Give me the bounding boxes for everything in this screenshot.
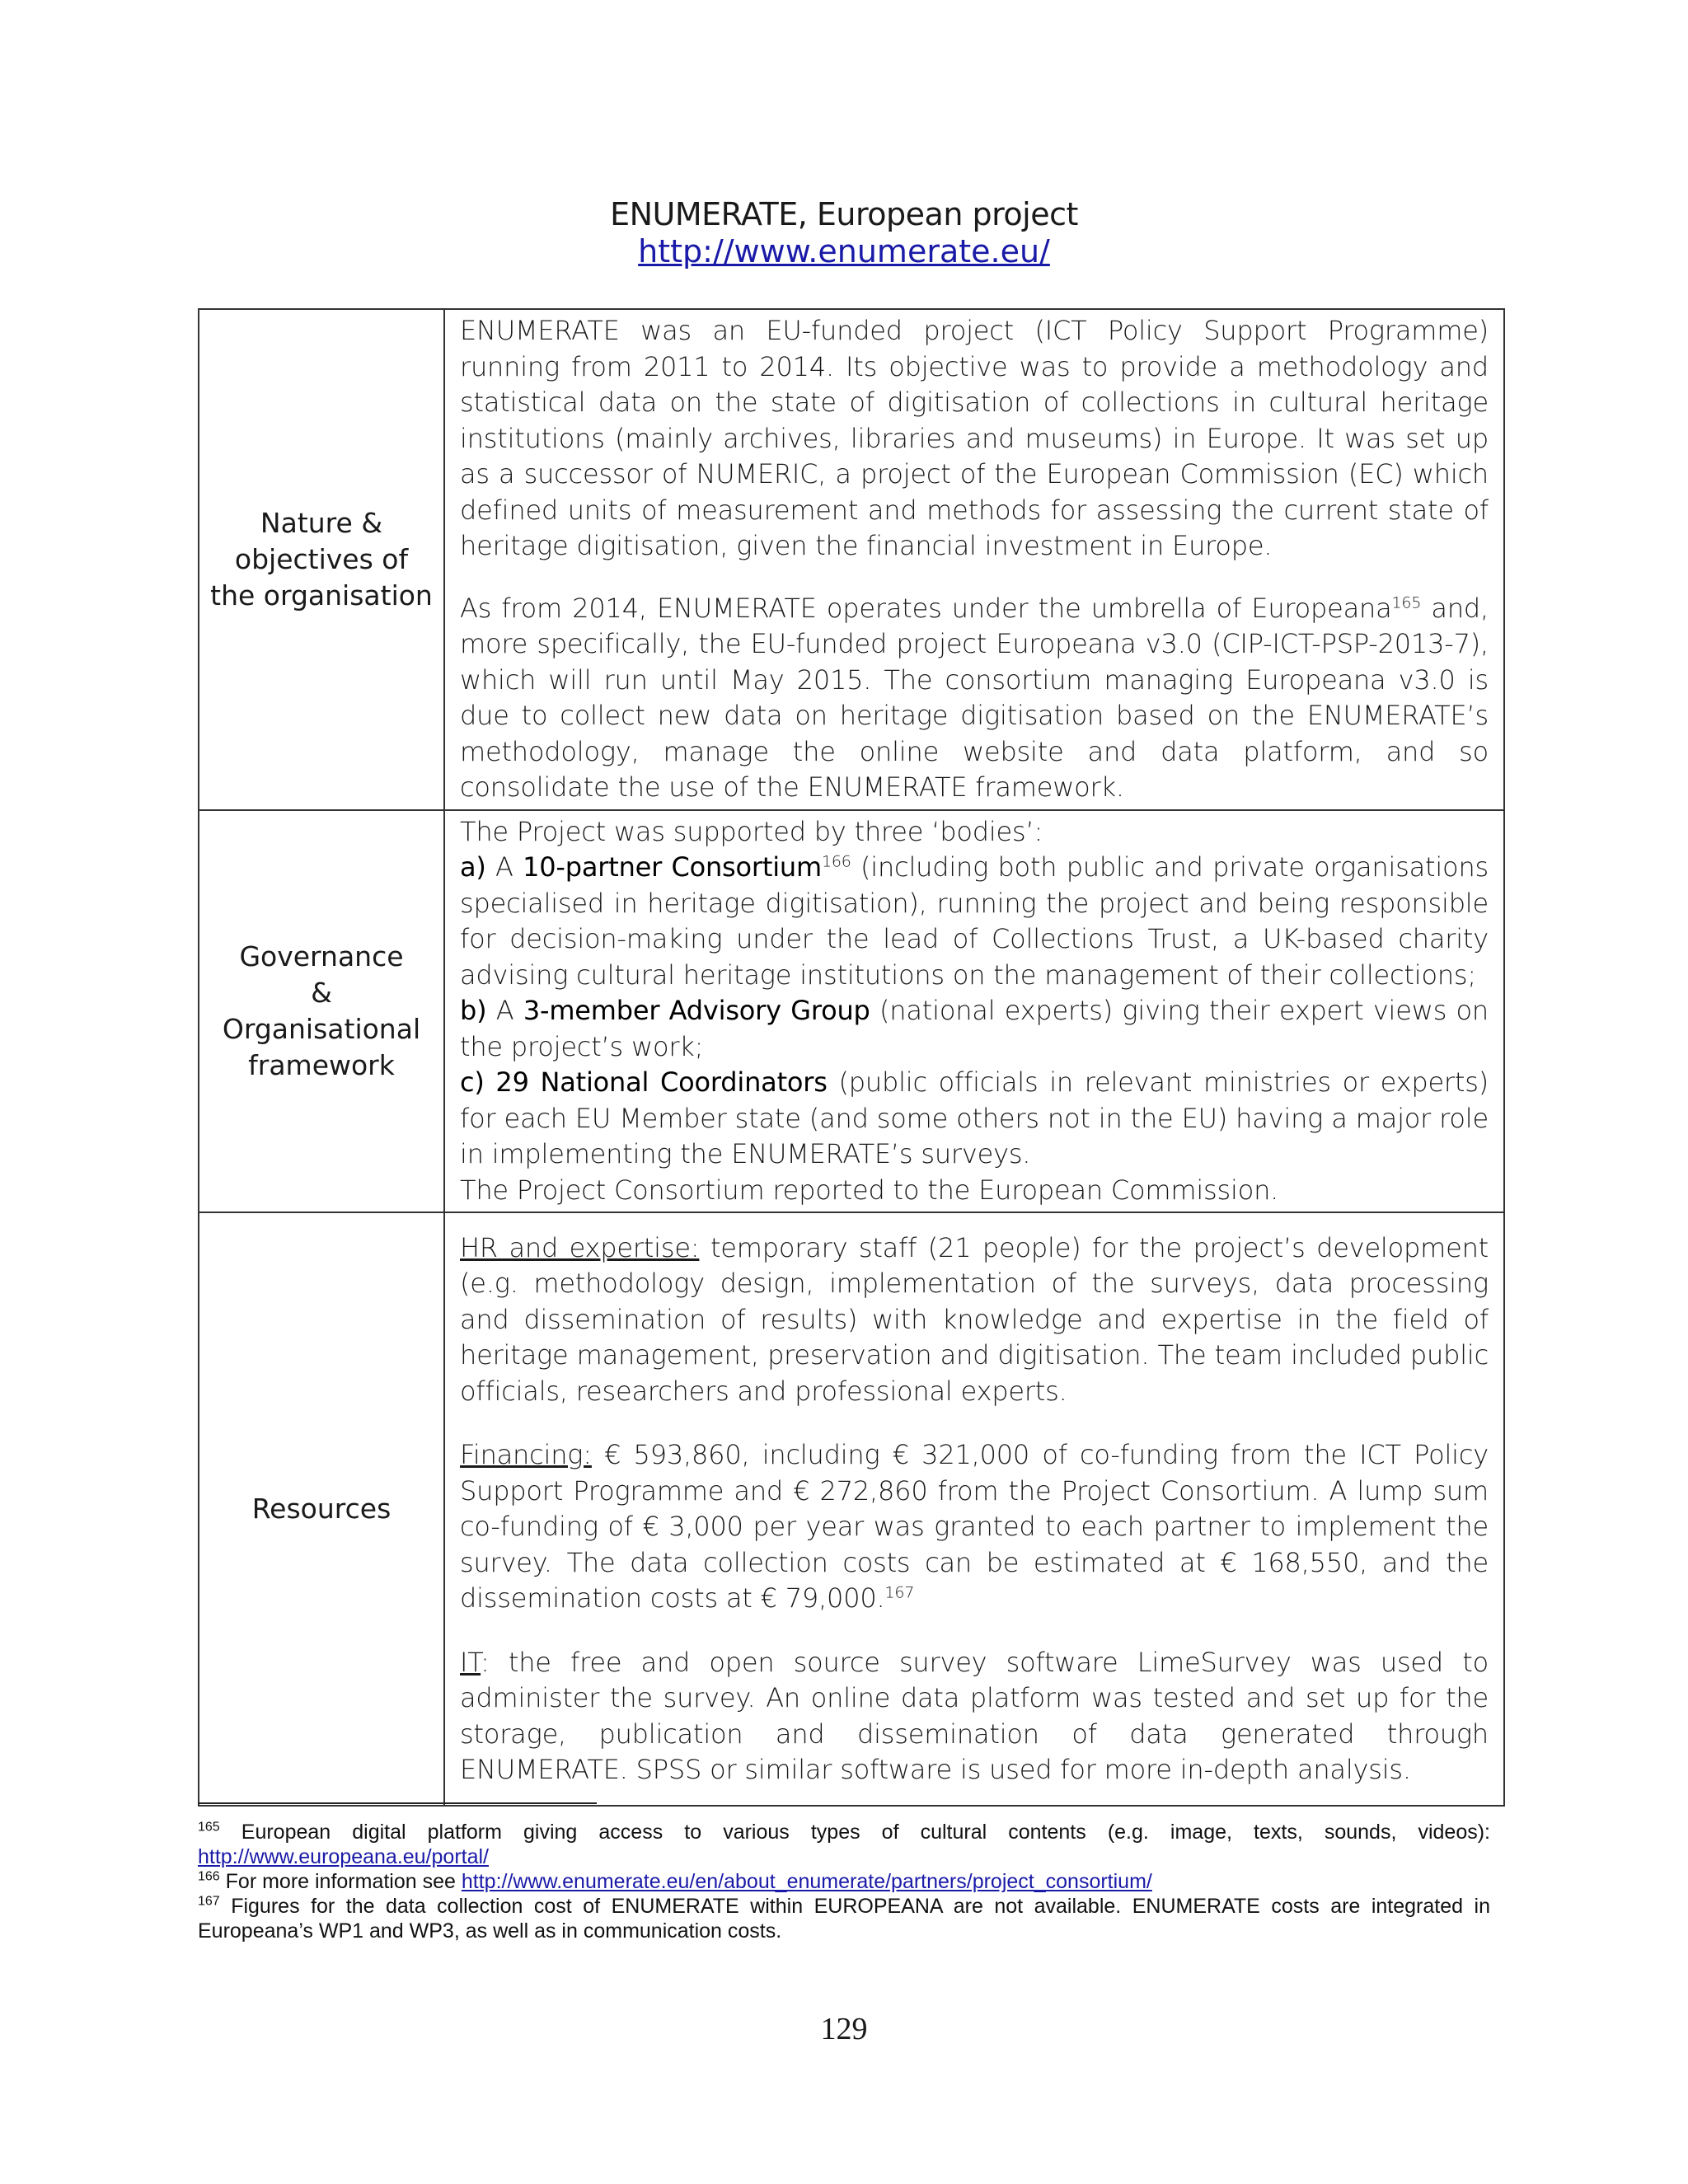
row-label-nature: Nature & objectives of the organisation: [199, 309, 444, 810]
document-header: [0, 196, 1688, 270]
footnote-ref-166: 166: [821, 852, 851, 871]
row-label-resources: Resources: [199, 1212, 444, 1806]
table-row-resources: [199, 1212, 1504, 1806]
footnote-ref-167: 167: [884, 1583, 915, 1602]
table-row-governance: [199, 810, 1504, 1213]
governance-item-c: c) 29 National Coordinators (public officials in relevant ministries or experts) for each EU Member state (and some others not in the EU) having a major role in implementing the ENUMERATE’s surveys.: [460, 1066, 1489, 1169]
document-title: ENUMERATE, European project: [610, 196, 1078, 232]
resources-hr: HR and expertise: temporary staff (21 people) for the project’s development (e.g. methodology design, implementation of the surveys, data processing and dissemination of results) with knowledge and expertise in the field of heritage management, preservation and digitisation. The team included public officials, researchers and professional experts.: [460, 1231, 1489, 1407]
governance-content: [444, 810, 1504, 1213]
footnote-167: $^{167}$ Figures for the data collection cost of ENUMERATE within EUROPEANA are not available. ENUMERATE costs are integrated in Europeana’s WP1 and WP3, as well as in communication costs.: [198, 1894, 1490, 1943]
governance-item-b: b) A 3-member Advisory Group (national experts) giving their expert views on the project’s work;: [460, 995, 1489, 1062]
europeana-portal-link[interactable]: http://www.europeana.eu/portal/: [198, 1845, 490, 1868]
footnote-ref-165: 165: [1391, 593, 1422, 612]
project-url-link[interactable]: http://www.enumerate.eu/: [638, 233, 1050, 269]
table-row-nature: [199, 309, 1504, 810]
governance-intro: The Project was supported by three ‘bodies’:: [460, 815, 1043, 847]
nature-content: [444, 309, 1504, 810]
footnote-separator: [198, 1802, 597, 1804]
resources-content: [444, 1212, 1504, 1806]
footnote-165: $^{165}$ European digital platform giving access to various types of cultural contents (e.g. image, texts, sounds, videos): http://www.europeana.eu/portal/: [198, 1820, 1490, 1868]
nature-paragraph-1: ENUMERATE was an EU-funded project (ICT Policy Support Programme) running from 2011 to 2014. Its objective was to provide a methodology and statistical data on the state of digitisation of collections in cultural heritage institutions (mainly archives, libraries and museums) in Europe. It was set up as a successor of NUMERIC, a project of the European Commission (EC) which defined units of measurement and methods for assessing the current state of heritage digitisation, given the financial investment in Europe.: [460, 315, 1489, 561]
footnote-166: $^{166}$ For more information see http://www.enumerate.eu/en/about_enumerate/partners/project_consortium/: [198, 1869, 1152, 1893]
resources-it: IT: the free and open source survey software LimeSurvey was used to administer the survey. An online data platform was tested and set up for the storage, publication and dissemination of data generated through ENUMERATE. SPSS or similar software is used for more in-depth analysis.: [460, 1646, 1489, 1785]
project-info-table: [198, 308, 1505, 1807]
footnotes: [198, 1820, 1490, 1943]
row-label-governance: Governance & Organisational framework: [199, 810, 444, 1213]
governance-outro: The Project Consortium reported to the European Commission.: [460, 1174, 1279, 1206]
nature-paragraph-2: As from 2014, ENUMERATE operates under the umbrella of Europeana$^{165}$ and, more specifically, the EU-funded project Europeana v3.0 (CIP-ICT-PSP-2013-7), which will run until May 2015. The consortium managing Europeana v3.0 is due to collect new data on heritage digitisation based on the ENUMERATE’s methodology, manage the online website and data platform, and so consolidate the use of the ENUMERATE framework.: [460, 592, 1489, 803]
page-number: 129: [820, 2012, 868, 2046]
project-consortium-link[interactable]: http://www.enumerate.eu/en/about_enumerate/partners/project_consortium/: [461, 1870, 1152, 1893]
resources-financing: Financing: € 593,860, including € 321,000 of co-funding from the ICT Policy Support Programme and € 272,860 from the Project Consortium. A lump sum co-funding of € 3,000 per year was granted to each partner to implement the survey. The data collection costs can be estimated at € 168,550, and the dissemination costs at € 79,000.$^{167}$: [460, 1439, 1489, 1614]
governance-item-a: a) A 10-partner Consortium$^{166}$ (including both public and private organisations specialised in heritage digitisation), running the project and being responsible for decision-making under the lead of Collections Trust, a UK-based charity advising cultural heritage institutions on the management of their collections;: [460, 851, 1489, 991]
